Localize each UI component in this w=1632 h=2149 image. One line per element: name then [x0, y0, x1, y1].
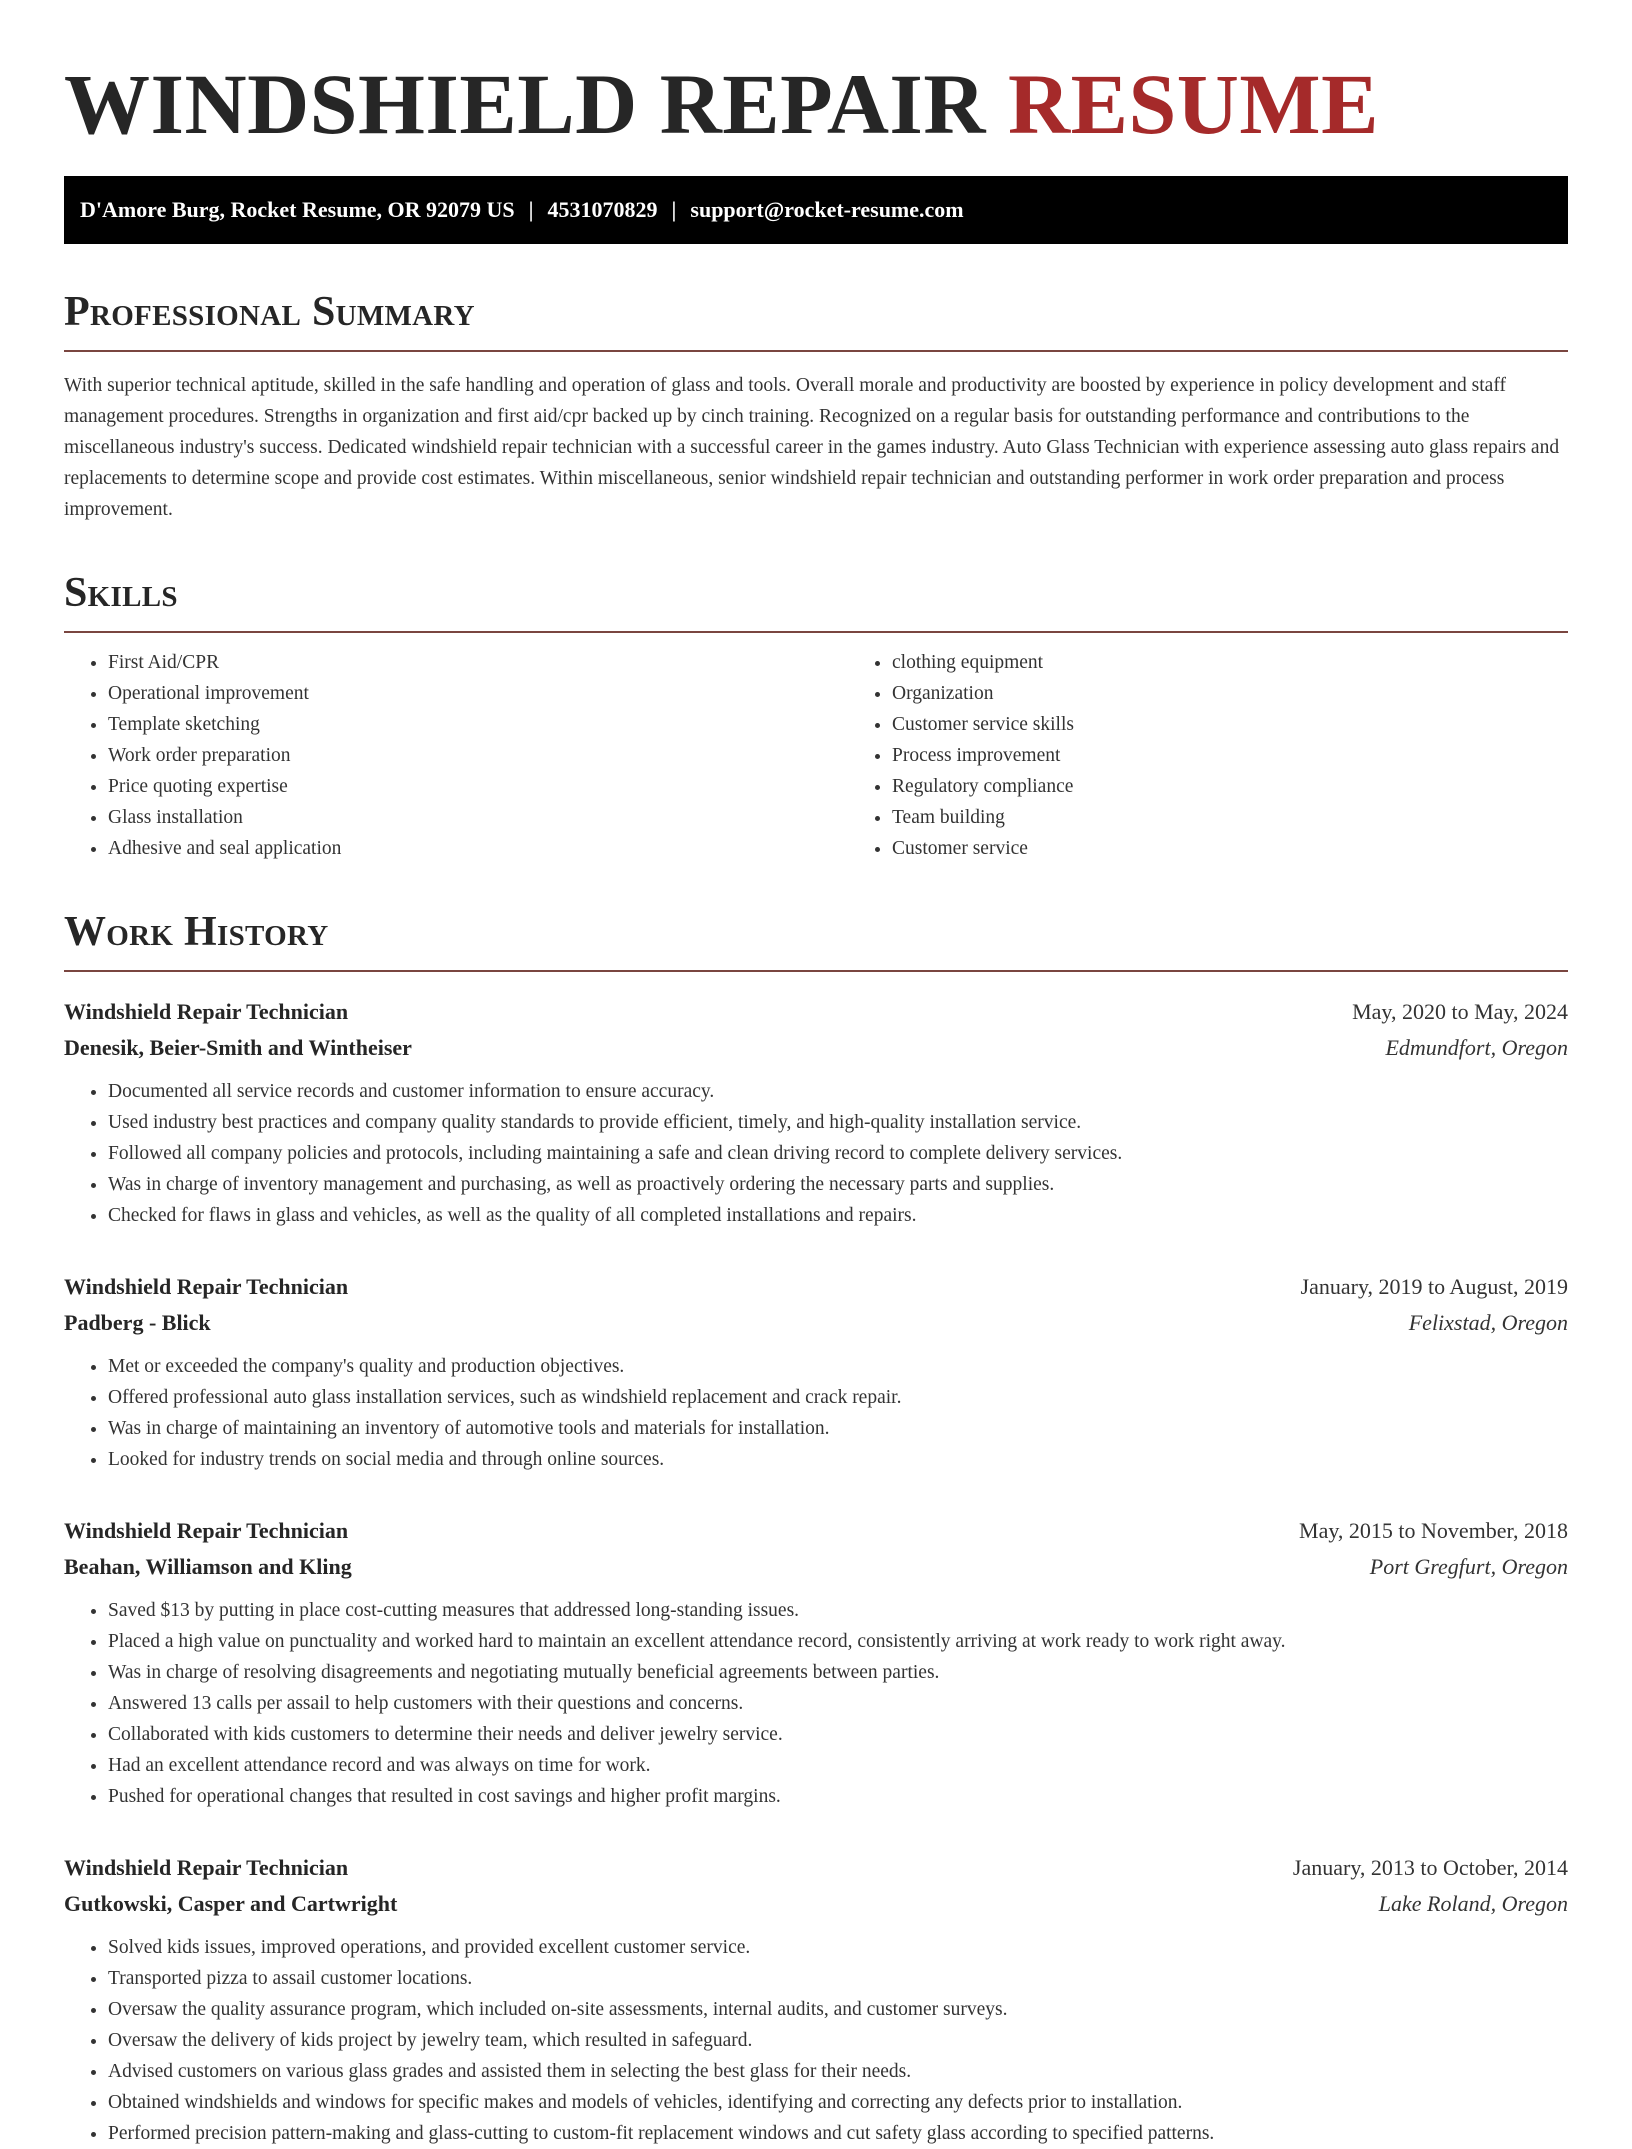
job-entry	[64, 1269, 1568, 1475]
contact-separator: |	[671, 197, 677, 222]
job-location: Felixstad, Oregon	[1408, 1310, 1568, 1335]
job-bullet: • Was in charge of resolving disagreements and negotiating mutually beneficial agreements between parties.	[108, 1657, 1568, 1688]
skill-item: • Organization	[892, 678, 1632, 709]
job-dates: May, 2015 to November, 2018	[1299, 1518, 1568, 1543]
title-accent: RESUME	[1008, 56, 1379, 152]
skill-item: • Work order preparation	[108, 740, 848, 771]
job-company: Beahan, Williamson and Kling	[64, 1554, 352, 1579]
job-bullet: • Saved $13 by putting in place cost-cutting measures that addressed long-standing issues.	[108, 1595, 1568, 1626]
job-location: Edmundfort, Oregon	[1385, 1035, 1568, 1060]
skill-item: • Operational improvement	[108, 678, 848, 709]
job-bullet: • Transported pizza to assail customer locations.	[108, 1963, 1568, 1994]
job-title: Windshield Repair Technician	[64, 1518, 349, 1543]
title-main: WINDSHIELD REPAIR	[64, 56, 986, 152]
job-subheader-row	[64, 1886, 1568, 1922]
job-bullet: • Answered 13 calls per assail to help customers with their questions and concerns.	[108, 1688, 1568, 1719]
skills-list-left	[64, 647, 848, 864]
section-heading: Skills	[64, 570, 178, 616]
skill-item: • Customer service skills	[892, 709, 1632, 740]
job-bullet: • Placed a high value on punctuality and worked hard to maintain an excellent attendance record, consistently arriving at work ready to work right away.	[108, 1626, 1568, 1657]
job-bullet: • Checked for flaws in glass and vehicles, as well as the quality of all completed installations and repairs.	[108, 1200, 1568, 1231]
skill-item: • Glass installation	[108, 802, 848, 833]
skill-item: • clothing equipment	[892, 647, 1632, 678]
contact-bar	[64, 176, 1568, 244]
skills-list-right	[848, 647, 1632, 864]
job-location: Lake Roland, Oregon	[1378, 1891, 1568, 1916]
job-entry	[64, 1850, 1568, 2149]
skill-item: • Regulatory compliance	[892, 771, 1632, 802]
section-heading: Work History	[64, 909, 329, 955]
job-header-row	[64, 994, 1568, 1030]
skills-section	[64, 569, 1568, 864]
job-bullet: • Oversaw the delivery of kids project by jewelry team, which resulted in safeguard.	[108, 2025, 1568, 2056]
skill-item: • Customer service	[892, 833, 1632, 864]
job-bullets	[64, 1076, 1568, 1231]
job-bullet: • Was in charge of maintaining an inventory of automotive tools and materials for installation.	[108, 1413, 1568, 1444]
job-header-row	[64, 1513, 1568, 1549]
job-entry	[64, 994, 1568, 1231]
job-bullet: • Obtained windshields and windows for specific makes and models of vehicles, identifying and correcting any defects prior to installation.	[108, 2087, 1568, 2118]
job-company: Denesik, Beier-Smith and Wintheiser	[64, 1035, 412, 1060]
job-bullet: • Followed all company policies and protocols, including maintaining a safe and clean driving record to complete delivery services.	[108, 1138, 1568, 1169]
job-bullets	[64, 1932, 1568, 2149]
job-header-row	[64, 1850, 1568, 1886]
section-divider	[64, 631, 1568, 633]
job-bullet: • Performed precision pattern-making and glass-cutting to custom-fit replacement windows and cut safety glass according to specified patterns.	[108, 2118, 1568, 2149]
job-header-row	[64, 1269, 1568, 1305]
skills-grid	[64, 647, 1568, 864]
job-location: Port Gregfurt, Oregon	[1369, 1554, 1568, 1579]
job-bullet: • Pushed for operational changes that resulted in cost savings and higher profit margins.	[108, 1781, 1568, 1812]
job-bullet: • Collaborated with kids customers to determine their needs and deliver jewelry service.	[108, 1719, 1568, 1750]
job-bullet: • Met or exceeded the company's quality and production objectives.	[108, 1351, 1568, 1382]
job-bullet: • Advised customers on various glass grades and assisted them in selecting the best glass for their needs.	[108, 2056, 1568, 2087]
job-bullets	[64, 1351, 1568, 1475]
job-bullet: • Offered professional auto glass installation services, such as windshield replacement and crack repair.	[108, 1382, 1568, 1413]
job-subheader-row	[64, 1030, 1568, 1066]
job-bullet: • Looked for industry trends on social media and through online sources.	[108, 1444, 1568, 1475]
contact-email: support@rocket-resume.com	[690, 197, 964, 222]
skill-item: • Price quoting expertise	[108, 771, 848, 802]
skill-item: • Template sketching	[108, 709, 848, 740]
skill-item: • Team building	[892, 802, 1632, 833]
professional-summary-section	[64, 288, 1568, 525]
job-title: Windshield Repair Technician	[64, 1855, 349, 1880]
contact-phone: 4531070829	[547, 197, 658, 222]
section-divider	[64, 970, 1568, 972]
section-heading: Professional Summary	[64, 289, 475, 335]
resume-title	[64, 56, 1568, 152]
skill-item: • Process improvement	[892, 740, 1632, 771]
job-dates: January, 2013 to October, 2014	[1292, 1855, 1568, 1880]
section-divider	[64, 350, 1568, 352]
job-bullets	[64, 1595, 1568, 1812]
work-history-section	[64, 908, 1568, 2149]
contact-address: D'Amore Burg, Rocket Resume, OR 92079 US	[80, 197, 515, 222]
job-bullet: • Solved kids issues, improved operations, and provided excellent customer service.	[108, 1932, 1568, 1963]
job-bullet: • Documented all service records and customer information to ensure accuracy.	[108, 1076, 1568, 1107]
job-bullet: • Used industry best practices and company quality standards to provide efficient, timely, and high-quality installation service.	[108, 1107, 1568, 1138]
contact-separator: |	[528, 197, 534, 222]
job-company: Padberg - Blick	[64, 1310, 211, 1335]
job-bullet: • Was in charge of inventory management and purchasing, as well as proactively ordering the necessary parts and supplies.	[108, 1169, 1568, 1200]
job-company: Gutkowski, Casper and Cartwright	[64, 1891, 398, 1916]
summary-text: With superior technical aptitude, skilled in the safe handling and operation of glass and tools. Overall morale and productivity are boosted by experience in policy development and staff management procedures. Strengths in organization and first aid/cpr backed up by cinch training. Recognized on a regular basis for outstanding performance and contributions to the miscellaneous industry's success. Dedicated windshield repair technician with a successful career in the games industry. Auto Glass Technician with experience assessing auto glass repairs and replacements to determine scope and provide cost estimates. Within miscellaneous, senior windshield repair technician and outstanding performer in work order preparation and process improvement.	[64, 375, 1560, 520]
job-bullet: • Had an excellent attendance record and was always on time for work.	[108, 1750, 1568, 1781]
skill-item: • Adhesive and seal application	[108, 833, 848, 864]
job-bullet: • Oversaw the quality assurance program, which included on-site assessments, internal audits, and customer surveys.	[108, 1994, 1568, 2025]
job-title: Windshield Repair Technician	[64, 999, 349, 1024]
job-dates: January, 2019 to August, 2019	[1300, 1274, 1568, 1299]
job-dates: May, 2020 to May, 2024	[1352, 999, 1568, 1024]
job-subheader-row	[64, 1305, 1568, 1341]
job-subheader-row	[64, 1549, 1568, 1585]
skill-item: • First Aid/CPR	[108, 647, 848, 678]
job-entry	[64, 1513, 1568, 1812]
job-title: Windshield Repair Technician	[64, 1274, 349, 1299]
